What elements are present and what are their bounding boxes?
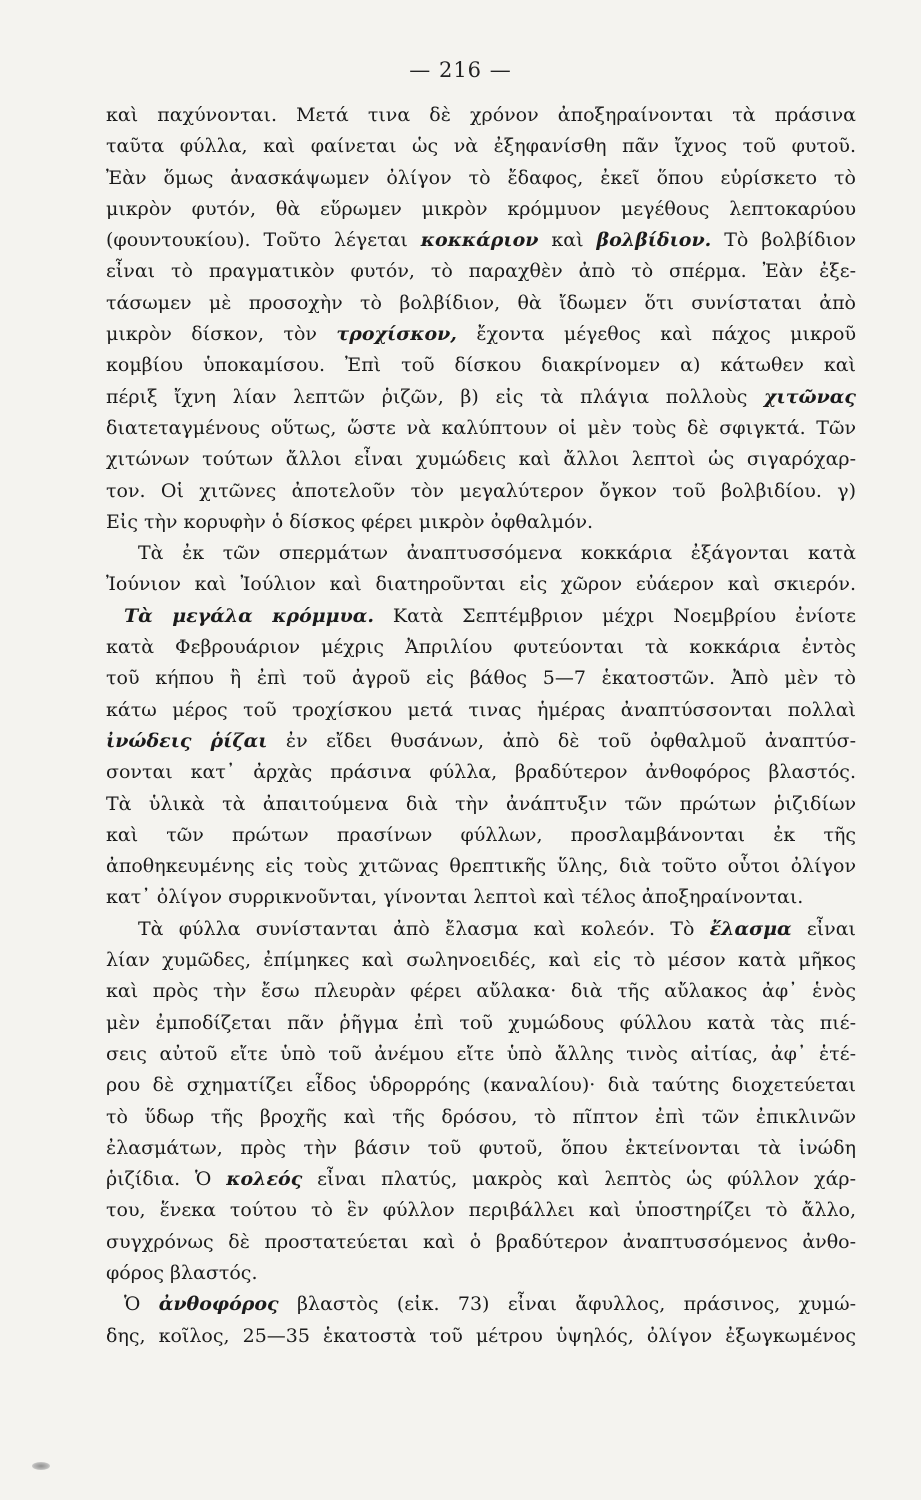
text-line: [106, 100, 856, 131]
text-run: τοῦ κήπου ἢ ἐπὶ τοῦ ἀγροῦ εἰς βάθος 5—7 ἑκατοστῶν. Ἀπὸ μὲν τὸ: [106, 667, 856, 690]
text-line: [106, 507, 856, 538]
text-line: [106, 288, 856, 319]
text-line: [106, 882, 856, 913]
text-run: μικρὸν δίσκον, τὸν: [106, 323, 337, 346]
text-line: [106, 319, 856, 350]
text-line: [106, 976, 856, 1007]
body-text: [106, 100, 856, 1352]
text-line: [106, 601, 856, 632]
text-line: [106, 1289, 856, 1320]
text-line: [106, 1195, 856, 1226]
text-line: [106, 256, 856, 287]
text-line: [106, 914, 856, 945]
emphasized-term: βολβίδιον.: [596, 229, 712, 252]
text-line: [106, 1133, 856, 1164]
text-run: ἀποθηκευμένης εἰς τοὺς χιτῶνας θρεπτικῆς ὕλης, διὰ τοῦτο οὗτοι ὀλίγον: [106, 855, 856, 878]
text-run: κατ᾽ ὀλίγον συρρικνοῦνται, γίνονται λεπτοὶ καὶ τέλος ἀποξηραίνονται.: [106, 886, 804, 909]
text-run: τὸ ὕδωρ τῆς βροχῆς καὶ τῆς δρόσου, τὸ πῖπτον ἐπὶ τῶν ἐπικλινῶν: [106, 1105, 856, 1128]
text-run: σονται κατ᾽ ἀρχὰς πράσινα φύλλα, βραδύτερον ἀνθοφόρος βλαστός.: [106, 761, 856, 784]
text-run: εἶναι τὸ πραγματικὸν φυτόν, τὸ παραχθὲν ἀπὸ τὸ σπέρμα. Ἐὰν ἐξε-: [106, 260, 856, 283]
text-run: καὶ: [538, 229, 597, 252]
text-line: [106, 663, 856, 694]
text-line: [106, 413, 856, 444]
text-run: κάτω μέρος τοῦ τροχίσκου μετά τινας ἡμέρας ἀναπτύσσονται πολλαὶ: [106, 698, 856, 721]
text-run: χιτώνων τούτων ἄλλοι εἶναι χυμώδεις καὶ ἄλλοι λεπτοὶ ὡς σιγαρόχαρ-: [106, 448, 856, 471]
text-line: [106, 851, 856, 882]
text-run: του, ἕνεκα τούτου τὸ ἓν φύλλον περιβάλλει καὶ ὑποστηρίζει τὸ ἄλλο,: [106, 1199, 856, 1222]
text-run: τάσωμεν μὲ προσοχὴν τὸ βολβίδιον, θὰ ἴδωμεν ὅτι συνίσταται ἀπὸ: [106, 291, 856, 314]
ink-smudge: [32, 1462, 50, 1470]
text-run: βλαστὸς (εἰκ. 73) εἶναι ἄφυλλος, πράσινος, χυμώ-: [278, 1293, 856, 1316]
text-run: ρου δὲ σχηματίζει εἶδος ὑδρορρόης (καναλίου)· διὰ ταύτης διοχετεύεται: [106, 1074, 856, 1097]
text-line: [106, 350, 856, 381]
emphasized-term: κολεός: [226, 1168, 303, 1191]
text-line: [106, 789, 856, 820]
text-run: Τὰ φύλλα συνίστανται ἀπὸ ἔλασμα καὶ κολεόν. Τὸ: [138, 917, 710, 940]
emphasized-term: χιτῶνας: [764, 385, 856, 408]
text-run: εἶναι πλατύς, μακρὸς καὶ λεπτὸς ὡς φύλλον χάρ-: [302, 1168, 856, 1191]
text-run: εἶναι: [791, 917, 856, 940]
text-run: Τὰ ἐκ τῶν σπερμάτων ἀναπτυσσόμενα κοκκάρια ἐξάγονται κατὰ: [138, 542, 856, 565]
text-run: ταῦτα φύλλα, καὶ φαίνεται ὡς νὰ ἐξηφανίσθη πᾶν ἴχνος τοῦ φυτοῦ.: [106, 135, 856, 158]
text-line: [106, 382, 856, 413]
text-run: τον. Οἱ χιτῶνες ἀποτελοῦν τὸν μεγαλύτερον ὄγκον τοῦ βολβιδίου. γ): [106, 479, 856, 502]
text-line: [106, 538, 856, 569]
text-run: διατεταγμένους οὕτως, ὥστε νὰ καλύπτουν οἱ μὲν τοὺς δὲ σφιγκτά. Τῶν: [106, 416, 856, 439]
text-line: [106, 1227, 856, 1258]
text-line: [106, 1039, 856, 1070]
emphasized-term: Τὰ μεγάλα κρόμμυα.: [124, 604, 375, 627]
text-line: [106, 1164, 856, 1195]
text-line: [106, 757, 856, 788]
text-line: [106, 444, 856, 475]
text-line: [106, 1102, 856, 1133]
text-run: (φουντουκίου). Τοῦτο λέγεται: [106, 229, 421, 252]
text-line: [106, 820, 856, 851]
text-line: [106, 1070, 856, 1101]
text-run: κομβίου ὑποκαμίσου. Ἐπὶ τοῦ δίσκου διακρίνομεν α) κάτωθεν καὶ: [106, 354, 856, 377]
emphasized-term: ἀνθοφόρος: [158, 1293, 279, 1316]
text-run: Τὰ ὑλικὰ τὰ ἀπαιτούμενα διὰ τὴν ἀνάπτυξιν τῶν πρώτων ῥιζιδίων: [106, 792, 856, 815]
text-line: [106, 1008, 856, 1039]
text-line: [106, 726, 856, 757]
text-run: καὶ πρὸς τὴν ἔσω πλευρὰν φέρει αὔλακα· διὰ τῆς αὔλακος ἀφ᾽ ἑνὸς: [106, 980, 856, 1003]
text-run: φόρος βλαστός.: [106, 1261, 258, 1284]
text-line: [106, 194, 856, 225]
text-run: καὶ τῶν πρώτων πρασίνων φύλλων, προσλαμβάνονται ἐκ τῆς: [106, 823, 856, 846]
text-line: [106, 1321, 856, 1352]
emphasized-term: κοκκάριον: [420, 229, 539, 252]
text-line: [106, 632, 856, 663]
text-run: καὶ παχύνονται. Μετά τινα δὲ χρόνον ἀποξηραίνονται τὰ πράσινα: [106, 104, 856, 126]
text-run: ῥιζίδια. Ὁ: [106, 1168, 227, 1191]
text-run: δης, κοῖλος, 25—35 ἑκατοστὰ τοῦ μέτρου ὑψηλός, ὀλίγον ἐξωγκωμένος: [106, 1324, 856, 1347]
emphasized-term: τροχίσκον,: [336, 323, 457, 346]
text-run: Ἰούνιον καὶ Ἰούλιον καὶ διατηροῦνται εἰς χῶρον εὐάερον καὶ σκιερόν.: [106, 573, 856, 596]
text-run: μὲν ἐμποδίζεται πᾶν ῥῆγμα ἐπὶ τοῦ χυμώδους φύλλου κατὰ τὰς πιέ-: [106, 1011, 856, 1034]
text-line: [106, 131, 856, 162]
text-run: πέριξ ἴχνη λίαν λεπτῶν ῥιζῶν, β) εἰς τὰ πλάγια πολλοὺς: [106, 385, 765, 408]
text-run: ἐλασμάτων, πρὸς τὴν βάσιν τοῦ φυτοῦ, ὅπου ἐκτείνονται τὰ ἰνώδη: [106, 1136, 856, 1159]
text-run: Τὸ βολβίδιον: [711, 229, 856, 252]
text-line: [106, 695, 856, 726]
page-number: — 216 —: [409, 58, 512, 82]
text-run: ἔχοντα μέγεθος καὶ πάχος μικροῦ: [456, 323, 856, 346]
text-line: [106, 569, 856, 600]
text-line: [106, 1258, 856, 1289]
text-run: Κατὰ Σεπτέμβριον μέχρι Νοεμβρίου ἐνίοτε: [374, 604, 856, 627]
text-run: μικρὸν φυτόν, θὰ εὕρωμεν μικρὸν κρόμμυον μεγέθους λεπτοκαρύου: [106, 197, 856, 220]
text-line: [106, 225, 856, 256]
text-run: Ὁ: [124, 1293, 159, 1316]
text-run: κατὰ Φεβρουάριον μέχρις Ἀπριλίου φυτεύονται τὰ κοκκάρια ἐντὸς: [106, 636, 856, 659]
text-run: ἐν εἴδει θυσάνων, ἀπὸ δὲ τοῦ ὀφθαλμοῦ ἀναπτύσ-: [267, 729, 856, 752]
text-run: Ἐὰν ὅμως ἀνασκάψωμεν ὀλίγον τὸ ἔδαφος, ἐκεῖ ὅπου εὑρίσκετο τὸ: [106, 166, 856, 189]
text-run: συγχρόνως δὲ προστατεύεται καὶ ὁ βραδύτερον ἀναπτυσσόμενος ἀνθο-: [106, 1230, 856, 1253]
text-run: λίαν χυμῶδες, ἐπίμηκες καὶ σωληνοειδές, καὶ εἰς τὸ μέσον κατὰ μῆκος: [106, 949, 856, 972]
text-line: [106, 476, 856, 507]
emphasized-term: ἔλασμα: [709, 917, 792, 940]
text-line: [106, 945, 856, 976]
emphasized-term: ἰνώδεις ῥίζαι: [106, 729, 268, 752]
text-run: Εἰς τὴν κορυφὴν ὁ δίσκος φέρει μικρὸν ὀφθαλμόν.: [106, 510, 594, 533]
text-line: [106, 163, 856, 194]
text-run: σεις αὐτοῦ εἴτε ὑπὸ τοῦ ἀνέμου εἴτε ὑπὸ ἄλλης τινὸς αἰτίας, ἀφ᾽ ἑτέ-: [106, 1042, 856, 1065]
